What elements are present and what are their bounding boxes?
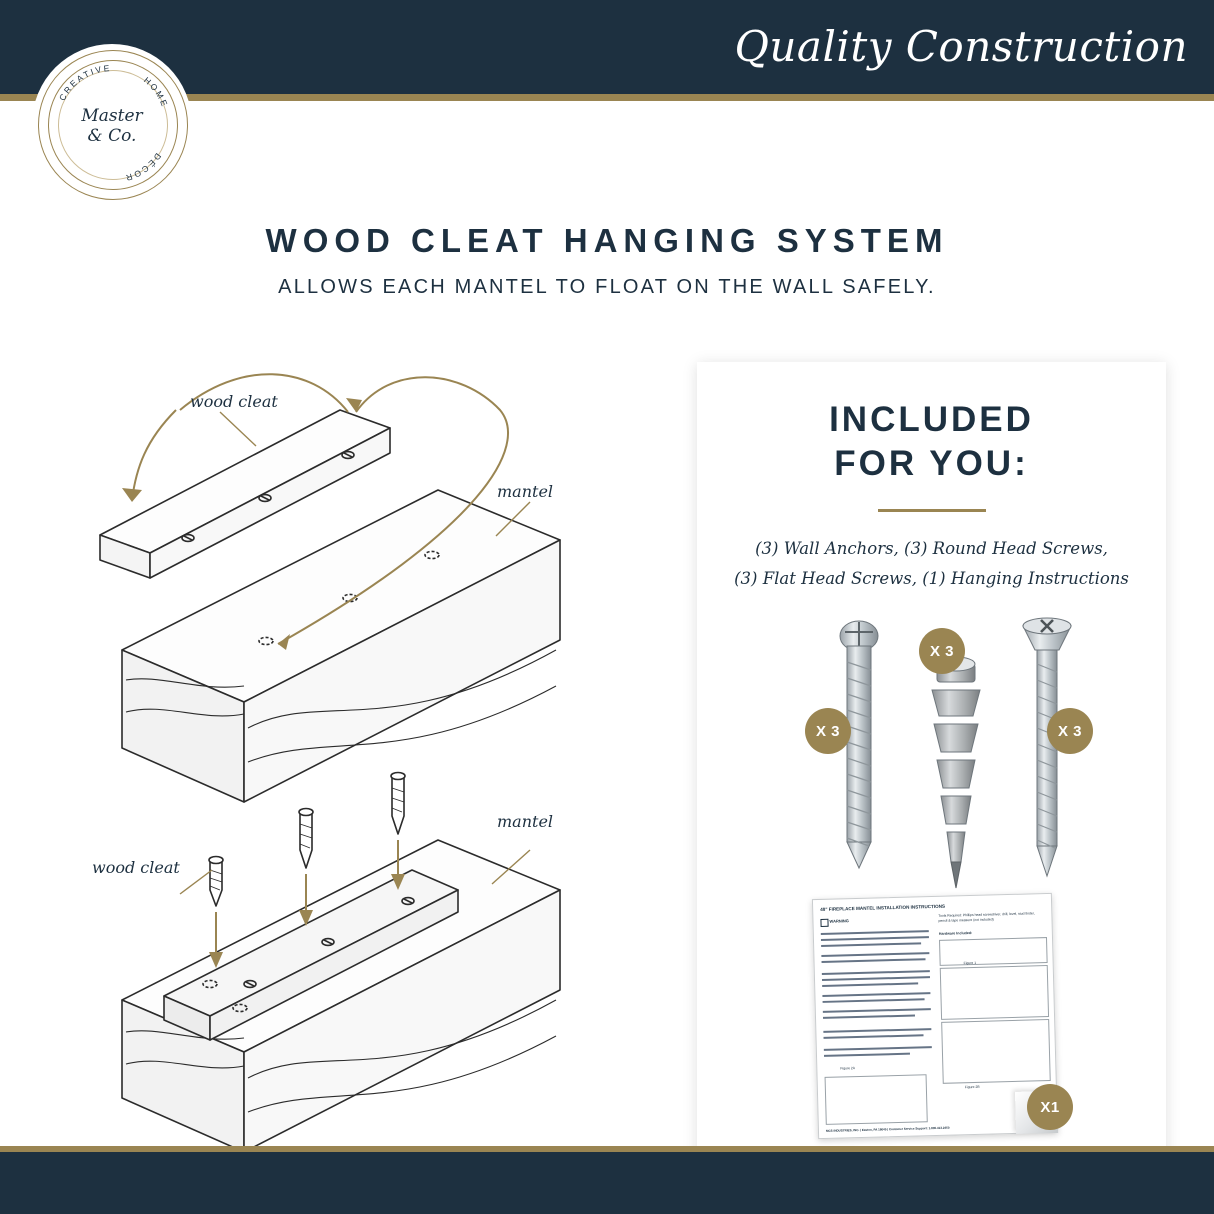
label-mantel-top: mantel — [497, 482, 554, 501]
label-wood-cleat-bottom: wood cleat — [92, 858, 180, 877]
sheet-figure-1-label: Figure 1 — [963, 960, 977, 966]
page-footer — [0, 1152, 1214, 1214]
logo-arc-top-text: CREATIVE — [56, 62, 112, 103]
logo-wordmark-line1: Master — [81, 106, 143, 126]
badge-flat-head-screw: X 3 — [1047, 708, 1093, 754]
sheet-figure-2a-label: Figure 2A — [840, 1066, 856, 1071]
instruction-sheet — [812, 893, 1058, 1139]
header-title: Quality Construction — [734, 22, 1188, 71]
page-title: WOOD CLEAT HANGING SYSTEM — [265, 222, 949, 259]
logo-arc-bottom-text: DÉCOR — [122, 151, 164, 184]
page-subtitle: ALLOWS EACH MANTEL TO FLOAT ON THE WALL SAFELY. — [278, 276, 936, 298]
sheet-warning-label: WARNING — [829, 918, 849, 924]
sheet-title: 48" FIREPLACE MANTEL INSTALLATION INSTRUCTIONS — [820, 903, 946, 912]
logo-wordmark-line2: & Co. — [87, 126, 137, 146]
sheet-footer: MCS INDUSTRIES, INC. | Easton, PA 18045 | Customer Service Support: 1.800.413.2450 — [825, 1125, 950, 1133]
label-mantel-bottom: mantel — [497, 812, 554, 831]
card-divider — [878, 509, 986, 512]
card-contents-line1: (3) Wall Anchors, (3) Round Head Screws, — [755, 539, 1108, 558]
logo-wordmark — [32, 106, 192, 146]
sheet-tools-required: Tools Required: Phillips head screwdriver, drill, level, stud finder, pencil & tape measure (not included) — [938, 911, 1035, 923]
badge-round-head-screw: X 3 — [805, 708, 851, 754]
label-wood-cleat-top: wood cleat — [190, 392, 278, 411]
exploded-diagram — [60, 350, 680, 1170]
card-title — [697, 398, 1166, 486]
card-contents-line2: (3) Flat Head Screws, (1) Hanging Instructions — [734, 569, 1129, 588]
sheet-figure-2b-label: Figure 2B — [964, 1084, 980, 1090]
logo-arc-right-text: HOME — [141, 74, 171, 110]
card-contents-list — [697, 534, 1166, 594]
sheet-hardware-included: Hardware Included: — [938, 930, 973, 936]
card-title-line2: FOR YOU: — [834, 444, 1029, 483]
diagram-svg — [60, 350, 680, 1170]
brand-logo — [32, 44, 192, 204]
badge-wall-anchor: X 3 — [919, 628, 965, 674]
wall-anchor-icon — [932, 657, 980, 888]
included-for-you-card — [697, 362, 1166, 1174]
badge-instructions: X1 — [1027, 1084, 1073, 1130]
card-title-line1: INCLUDED — [829, 400, 1034, 439]
